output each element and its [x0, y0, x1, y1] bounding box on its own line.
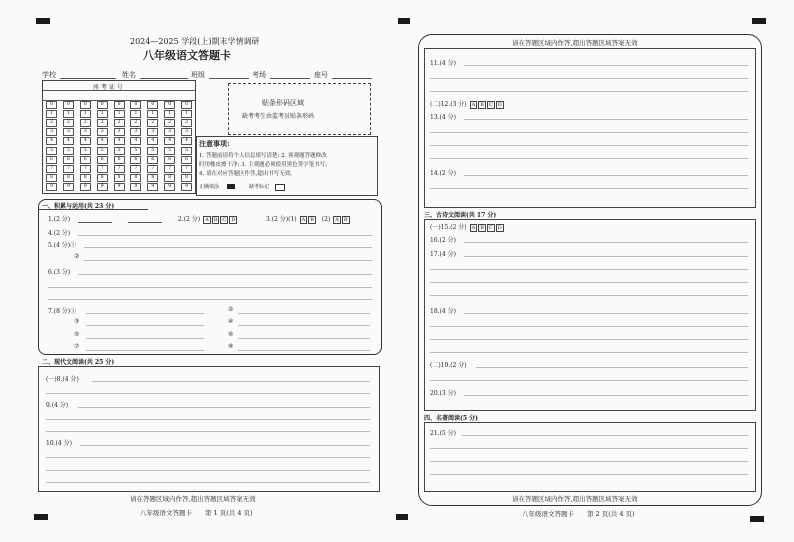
- name-field[interactable]: [140, 78, 188, 79]
- option-d[interactable]: D: [231, 217, 236, 223]
- answer-line[interactable]: [464, 242, 748, 243]
- q1-answer-line[interactable]: [78, 222, 112, 223]
- class-field[interactable]: [209, 78, 249, 79]
- answer-line[interactable]: [86, 350, 204, 351]
- answer-line[interactable]: [430, 461, 748, 462]
- answer-line[interactable]: [430, 352, 748, 353]
- answer-line[interactable]: [464, 119, 748, 120]
- q7-mark: ④: [228, 318, 234, 325]
- exam-id-bubble[interactable]: 6: [97, 156, 108, 164]
- exam-id-bubble[interactable]: 3: [181, 128, 192, 136]
- q21-label: 21.(5 分): [430, 430, 456, 437]
- exam-id-bubble[interactable]: 3: [97, 128, 108, 136]
- exam-id-bubble[interactable]: 7: [46, 165, 57, 173]
- correct-fill-label: 正确填涂: [199, 184, 220, 190]
- exam-id-bubble[interactable]: 8: [97, 174, 108, 182]
- exam-id-bubble[interactable]: 4: [46, 137, 57, 145]
- exam-id-bubble[interactable]: 6: [63, 156, 74, 164]
- exam-id-bubble[interactable]: 0: [114, 101, 125, 109]
- exam-id-bubble[interactable]: 6: [147, 156, 158, 164]
- registration-mark: [396, 514, 408, 520]
- exam-id-bubble[interactable]: 9: [114, 183, 125, 191]
- answer-line[interactable]: [78, 407, 370, 408]
- exam-id-bubble[interactable]: 8: [80, 174, 91, 182]
- exam-id-bubble[interactable]: 8: [147, 174, 158, 182]
- exam-id-bubble[interactable]: 9: [147, 183, 158, 191]
- answer-line[interactable]: [430, 158, 748, 159]
- answer-line[interactable]: [48, 287, 372, 288]
- bottom-warning: 请在答题区域内作答,超出答题区域答案无效: [512, 495, 638, 503]
- answer-line[interactable]: [430, 448, 748, 449]
- q7-mark: ②: [228, 306, 234, 313]
- q1-answer-line[interactable]: [128, 222, 162, 223]
- notice-line: 时用橡皮擦干净; 3. 主观题必须使用黑色签字笔书写;: [199, 162, 327, 168]
- name-label: 姓名: [122, 71, 136, 79]
- exam-id-bubble[interactable]: 5: [147, 147, 158, 155]
- exam-id-bubbles: [43, 100, 195, 192]
- exam-id-bubble[interactable]: 0: [130, 101, 141, 109]
- section-4-title: 四、名著阅读(5 分): [424, 415, 478, 422]
- registration-mark: [398, 18, 410, 24]
- room-label: 考场: [252, 71, 266, 79]
- answer-line[interactable]: [464, 256, 748, 257]
- answer-line[interactable]: [430, 91, 748, 92]
- exam-id-bubble[interactable]: 3: [164, 128, 175, 136]
- barcode-area: [228, 83, 371, 135]
- answer-line[interactable]: [238, 325, 370, 326]
- exam-id-bubble[interactable]: 1: [164, 110, 175, 118]
- notice-line: 4. 请在对应答题区作答,超出书写无效。: [199, 171, 296, 177]
- exam-id-bubble[interactable]: 1: [63, 110, 74, 118]
- q4-label: 4.(2 分): [48, 230, 71, 237]
- answer-line[interactable]: [430, 326, 748, 327]
- answer-line[interactable]: [46, 419, 370, 420]
- seat-label: 座号: [314, 71, 328, 79]
- answer-line[interactable]: [48, 299, 372, 300]
- answer-line[interactable]: [86, 313, 204, 314]
- exam-id-bubble[interactable]: 1: [147, 110, 158, 118]
- exam-id-bubble[interactable]: 9: [181, 183, 192, 191]
- q15-label: [430, 222, 504, 232]
- notice-box: [196, 136, 378, 196]
- answer-line[interactable]: [238, 350, 370, 351]
- answer-line[interactable]: [464, 395, 748, 396]
- answer-line[interactable]: [464, 65, 748, 66]
- q3-text: 3.(2 分)(1): [266, 216, 297, 223]
- exam-id-bubble[interactable]: 7: [80, 165, 91, 173]
- exam-id-bubble[interactable]: 6: [114, 156, 125, 164]
- answer-line[interactable]: [464, 175, 748, 176]
- q2-label: [178, 214, 237, 224]
- section-q11-14-box: [424, 48, 756, 208]
- exam-id-bubble[interactable]: 1: [114, 110, 125, 118]
- exam-id-bubble[interactable]: 4: [114, 137, 125, 145]
- option-c[interactable]: C: [488, 102, 493, 108]
- exam-id-bubble[interactable]: 4: [181, 137, 192, 145]
- answer-line[interactable]: [84, 247, 372, 248]
- section-3-title: 三、古诗文阅读(共 17 分): [424, 212, 497, 219]
- q1-label: 1.(2 分): [48, 216, 71, 223]
- exam-id-bubble[interactable]: 7: [147, 165, 158, 173]
- exam-id-bubble[interactable]: 0: [97, 101, 108, 109]
- exam-id-bubble[interactable]: 5: [63, 147, 74, 155]
- absent-mark-box[interactable]: [275, 184, 285, 191]
- exam-id-bubble[interactable]: 9: [63, 183, 74, 191]
- option-b[interactable]: B: [213, 217, 218, 223]
- exam-id-bubble[interactable]: 4: [130, 137, 141, 145]
- answer-line[interactable]: [78, 274, 372, 275]
- registration-mark: [36, 18, 50, 24]
- exam-id-bubble[interactable]: 9: [80, 183, 91, 191]
- registration-mark: [34, 514, 48, 520]
- answer-line[interactable]: [238, 338, 370, 339]
- exam-id-bubble[interactable]: 1: [97, 110, 108, 118]
- class-label: 班级: [191, 71, 205, 79]
- exam-id-bubble[interactable]: 4: [97, 137, 108, 145]
- q20-label: 20.(3 分): [430, 390, 456, 397]
- registration-mark: [752, 18, 766, 24]
- answer-line[interactable]: [46, 431, 370, 432]
- seat-field[interactable]: [332, 78, 372, 79]
- page-footer: 八年级语文答题卡 第 2 页(共 4 页): [522, 510, 635, 518]
- top-warning: 请在答题区域内作答,超出答题区域答案无效: [512, 39, 638, 47]
- exam-id-bubble[interactable]: 4: [63, 137, 74, 145]
- q16-label: 16.(2 分): [430, 237, 456, 244]
- exam-id-bubble[interactable]: 7: [181, 165, 192, 173]
- exam-id-bubble[interactable]: 5: [164, 147, 175, 155]
- exam-id-bubble[interactable]: 8: [46, 174, 57, 182]
- registration-mark: [750, 516, 764, 522]
- option-b[interactable]: B: [480, 225, 484, 231]
- exam-id-bubble[interactable]: 2: [147, 119, 158, 127]
- exam-id-bubble[interactable]: 1: [130, 110, 141, 118]
- correct-fill-sample: [227, 184, 235, 189]
- exam-id-bubble[interactable]: 0: [46, 101, 57, 109]
- q5-label: 5.(4 分)①: [48, 242, 77, 249]
- answer-line[interactable]: [92, 381, 370, 382]
- answer-line[interactable]: [430, 380, 748, 381]
- barcode-note: 缺考考生由监考员贴条形码: [242, 113, 315, 120]
- exam-id-bubble[interactable]: 5: [97, 147, 108, 155]
- exam-id-bubble[interactable]: 2: [181, 119, 192, 127]
- exam-id-bubble[interactable]: 5: [80, 147, 91, 155]
- answer-line[interactable]: [430, 339, 748, 340]
- q15-text: (一)15.(2 分): [430, 224, 467, 231]
- exam-id-bubble[interactable]: 6: [130, 156, 141, 164]
- notice-line: 1. 答题前请将个人信息填写清楚; 2. 客观题答题修改: [199, 153, 327, 159]
- q13-label: 13.(4 分): [430, 114, 456, 121]
- answer-line[interactable]: [462, 435, 748, 436]
- exam-id-bubble[interactable]: 7: [63, 165, 74, 173]
- option-c[interactable]: C: [488, 225, 493, 231]
- notice-title: 注意事项:: [199, 139, 230, 148]
- exam-id-bubble[interactable]: 2: [80, 119, 91, 127]
- q7-mark: ⑦: [74, 343, 80, 350]
- section-4-box: [424, 422, 756, 492]
- exam-id-bubble[interactable]: 0: [147, 101, 158, 109]
- q7-label: 7.(8 分)①: [48, 308, 77, 315]
- answer-line[interactable]: [464, 313, 748, 314]
- option-b[interactable]: B: [480, 102, 484, 108]
- answer-line[interactable]: [86, 338, 204, 339]
- exam-id-bubble[interactable]: 2: [130, 119, 141, 127]
- exam-id-bubble[interactable]: 3: [46, 128, 57, 136]
- answer-line[interactable]: [430, 282, 748, 283]
- option-b[interactable]: B: [310, 217, 314, 223]
- q17-label: 17.(4 分): [430, 251, 456, 258]
- option-a[interactable]: A: [471, 102, 476, 108]
- q19-label: (二)19.(2 分): [430, 362, 467, 369]
- option-d[interactable]: D: [497, 102, 502, 108]
- section-3-box: [424, 219, 756, 411]
- card-title: 八年级语文答题卡: [143, 49, 231, 62]
- exam-id-bubble[interactable]: 8: [63, 174, 74, 182]
- answer-line[interactable]: [46, 482, 370, 483]
- exam-id-bubble[interactable]: 8: [164, 174, 175, 182]
- exam-id-bubble[interactable]: 6: [181, 156, 192, 164]
- q8-label: (一)8.(4 分): [46, 376, 79, 383]
- q7-mark: ⑧: [228, 343, 234, 350]
- exam-id-bubble[interactable]: 6: [80, 156, 91, 164]
- q2-text: 2.(2 分): [178, 216, 201, 223]
- exam-id-bubble[interactable]: 7: [114, 165, 125, 173]
- q7-mark: ⑥: [228, 331, 234, 338]
- absent-mark-label: 缺考标记: [249, 184, 270, 190]
- exam-id-bubble[interactable]: 2: [164, 119, 175, 127]
- answer-line[interactable]: [78, 235, 372, 236]
- q6-label: 6.(3 分): [48, 269, 71, 276]
- exam-id-bubble[interactable]: 3: [130, 128, 141, 136]
- exam-id-bubble[interactable]: 4: [164, 137, 175, 145]
- option-d[interactable]: D: [497, 225, 502, 231]
- q12-label: [430, 99, 504, 109]
- exam-id-label: 座 考 证 号: [93, 84, 123, 91]
- exam-id-bubble[interactable]: 6: [164, 156, 175, 164]
- exam-id-bubble[interactable]: 7: [97, 165, 108, 173]
- exam-id-bubble[interactable]: 5: [181, 147, 192, 155]
- school-label: 学校: [42, 71, 56, 79]
- answer-line[interactable]: [430, 78, 748, 79]
- exam-title: 2024—2025 学段(上)期末学情调研: [130, 37, 260, 46]
- answer-line[interactable]: [46, 470, 370, 471]
- section-2-title: 二、现代文阅读(共 25 分): [42, 359, 115, 366]
- exam-id-bubble[interactable]: 5: [130, 147, 141, 155]
- exam-id-bubble[interactable]: 7: [164, 165, 175, 173]
- answer-line[interactable]: [86, 325, 204, 326]
- option-a[interactable]: A: [301, 217, 306, 223]
- answer-line[interactable]: [430, 188, 748, 189]
- exam-id-bubble[interactable]: 1: [46, 110, 57, 118]
- q18-label: 18.(4 分): [430, 308, 456, 315]
- answer-line[interactable]: [430, 474, 748, 475]
- exam-id-bubble[interactable]: 5: [46, 147, 57, 155]
- q9-label: 9.(4 分): [46, 402, 69, 409]
- exam-id-bubble[interactable]: 8: [130, 174, 141, 182]
- answer-line[interactable]: [84, 260, 372, 261]
- room-field[interactable]: [270, 78, 310, 79]
- answer-line[interactable]: [80, 445, 370, 446]
- exam-id-bubble[interactable]: 0: [181, 101, 192, 109]
- answer-line[interactable]: [430, 269, 748, 270]
- exam-id-bubble[interactable]: 8: [181, 174, 192, 182]
- exam-id-bubble[interactable]: 7: [130, 165, 141, 173]
- exam-id-bubble[interactable]: 3: [114, 128, 125, 136]
- answer-line[interactable]: [476, 367, 748, 368]
- answer-line[interactable]: [46, 393, 370, 394]
- exam-id-bubble[interactable]: 5: [114, 147, 125, 155]
- q7-mark: ⑤: [74, 331, 80, 338]
- section-2-box: [38, 366, 380, 492]
- bottom-warning: 请在答题区域内作答,超出答题区域答案无效: [130, 495, 256, 503]
- exam-id-bubble[interactable]: 3: [63, 128, 74, 136]
- exam-id-bubble[interactable]: 9: [97, 183, 108, 191]
- answer-line[interactable]: [46, 457, 370, 458]
- answer-line[interactable]: [430, 132, 748, 133]
- option-a[interactable]: A: [335, 217, 339, 223]
- exam-id-bubble[interactable]: 2: [97, 119, 108, 127]
- answer-line[interactable]: [430, 145, 748, 146]
- q3-part2: (2): [321, 216, 331, 223]
- exam-id-grid: [42, 80, 196, 194]
- exam-id-bubble[interactable]: 2: [114, 119, 125, 127]
- exam-id-bubble[interactable]: 4: [80, 137, 91, 145]
- exam-id-bubble[interactable]: 2: [46, 119, 57, 127]
- exam-id-bubble[interactable]: 3: [147, 128, 158, 136]
- page-footer: 八年级语文答题卡 第 1 页(共 4 页): [140, 509, 253, 517]
- divider: [38, 209, 148, 210]
- answer-line[interactable]: [430, 295, 748, 296]
- option-a[interactable]: A: [471, 225, 476, 231]
- q14-label: 14.(2 分): [430, 170, 456, 177]
- q10-label: 10.(4 分): [46, 440, 72, 447]
- exam-id-bubble[interactable]: 4: [147, 137, 158, 145]
- q7-mark: ③: [74, 318, 80, 325]
- exam-id-bubble[interactable]: 2: [63, 119, 74, 127]
- exam-id-bubble[interactable]: 9: [164, 183, 175, 191]
- option-c[interactable]: C: [222, 217, 227, 223]
- exam-id-bubble[interactable]: 0: [80, 101, 91, 109]
- exam-id-bubble[interactable]: 1: [181, 110, 192, 118]
- exam-id-bubble[interactable]: 0: [63, 101, 74, 109]
- exam-id-bubble[interactable]: 1: [80, 110, 91, 118]
- q11-label: 11.(4 分): [430, 60, 456, 67]
- exam-id-bubble[interactable]: 9: [46, 183, 57, 191]
- exam-id-bubble[interactable]: 6: [46, 156, 57, 164]
- exam-id-bubble[interactable]: 3: [80, 128, 91, 136]
- q3-label: [266, 214, 350, 224]
- exam-id-bubble[interactable]: 0: [164, 101, 175, 109]
- section-1-title: 一、积累与运用(共 23 分): [42, 203, 115, 210]
- option-a[interactable]: A: [205, 217, 209, 223]
- answer-line[interactable]: [238, 313, 370, 314]
- exam-id-bubble[interactable]: 9: [130, 183, 141, 191]
- school-field[interactable]: [60, 78, 116, 79]
- exam-id-bubble[interactable]: 8: [114, 174, 125, 182]
- barcode-title: 贴条形码区域: [262, 99, 304, 107]
- q5-part2: ②: [74, 253, 80, 260]
- option-b[interactable]: B: [343, 217, 348, 223]
- q12-text: (二)12.(3 分): [430, 101, 467, 108]
